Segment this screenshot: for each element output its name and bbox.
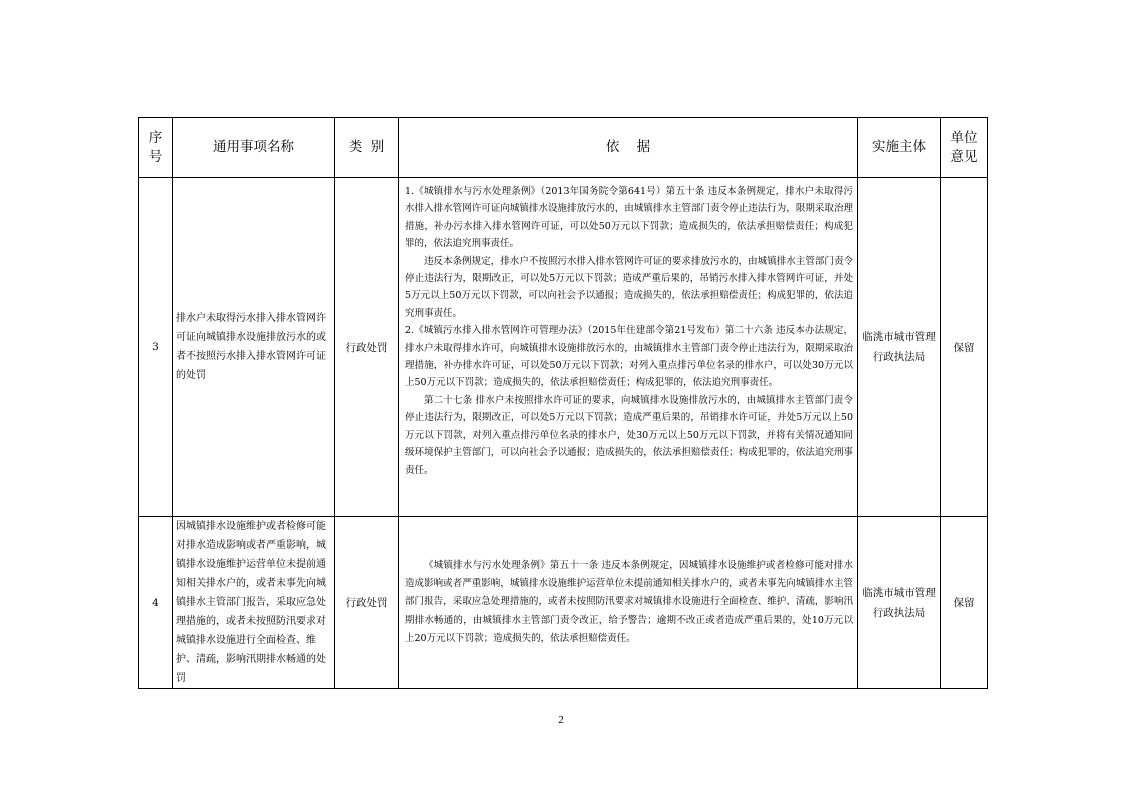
- legal-basis: [399, 178, 858, 517]
- implementing-body: 临洮市城市管理行政执法局: [858, 178, 941, 517]
- basis-paragraph: 1.《城镇排水与污水处理条例》（2013年国务院令第641号）第五十条 违反本条例规定，排水户未取得污水排入排水管网许可证向城镇排水设施排放污水的，由城镇排水主管部门责令停止违法行为，限期采取治理措施，补办污水排入排水管网许可证，可以处50万元以下罚款；造成损失的，依法承担赔偿责任；构成犯罪的，依法追究刑事责任。: [405, 186, 853, 250]
- item-name: 排水户未取得污水排入排水管网许可证向城镇排水设施排放污水的或者不按照污水排入排水管网许可证的处罚: [173, 178, 335, 517]
- basis-paragraph: 2.《城镇污水排入排水管网许可管理办法》（2015年住建部令第21号发布）第二十六条 违反本办法规定，排水户未取得排水许可，向城镇排水设施排放污水的，由城镇排水主管部门责令停止违法行为，限期采取治理措施，补办排水许可证，可以处50万元以下罚款；对列入重点排污单位名录的排水户，可以处30万元以上50万元以下罚款；造成损失的，依法承担赔偿责任；构成犯罪的，依法追究刑事责任。: [405, 325, 853, 389]
- table-row: [139, 517, 988, 689]
- header-category: 类 别: [335, 118, 399, 178]
- unit-opinion: 保留: [941, 178, 988, 517]
- header-no: 序 号: [139, 118, 173, 178]
- header-opinion: 单位 意见: [941, 118, 988, 178]
- table-row: [139, 178, 988, 517]
- basis-paragraph: 《城镇排水与污水处理条例》第五十一条 违反本条例规定，因城镇排水设施维护或者检修可能对排水造成影响或者严重影响，城镇排水设施维护运营单位未提前通知相关排水户的，或者未事先向城镇排水主管部门报告，采取应急处理措施的，或者未按照防汛要求对城镇排水设施进行全面检查、维护、清疏，影响汛期排水畅通的，由城镇排水主管部门责令改正，给予警告；逾期不改正或者造成严重后果的，处10万元以上20万元以下罚款；造成损失的，依法承担赔偿责任。: [405, 559, 853, 644]
- table-header-row: [139, 118, 988, 178]
- unit-opinion: 保留: [941, 517, 988, 689]
- page-number: 2: [558, 714, 564, 726]
- header-basis: 依 据: [399, 118, 858, 178]
- regulation-table: [138, 117, 988, 689]
- row-number: 3: [139, 178, 173, 517]
- basis-paragraph: 第二十七条 排水户未按照排水许可证的要求，向城镇排水设施排放污水的，由城镇排水主管部门责令停止违法行为，限期改正，可以处5万元以下罚款；造成严重后果的，吊销排水许可证，并处5万元以上50万元以下罚款，对列入重点排污单位名录的排水户，处30万元以上50万元以下罚款，并将有关情况通知同级环境保护主管部门，可以向社会予以通报；造成损失的，依法承担赔偿责任；构成犯罪的，依法追究刑事责任。: [405, 394, 853, 476]
- basis-paragraph: 违反本条例规定，排水户不按照污水排入排水管网许可证的要求排放污水的，由城镇排水主管部门责令停止违法行为，限期改正，可以处5万元以下罚款；造成严重后果的，吊销污水排入排水管网许可证，并处5万元以上50万元以下罚款，可以向社会予以通报；造成损失的，依法承担赔偿责任；构成犯罪的，依法追究刑事责任。: [405, 255, 853, 319]
- item-name: 因城镇排水设施维护或者检修可能对排水造成影响或者严重影响，城镇排水设施维护运营单位未提前通知相关排水户的，或者未事先向城镇排水主管部门报告，采取应急处理措施的，或者未按照防汛要求对城镇排水设施进行全面检查、维护、清疏，影响汛期排水畅通的处罚: [173, 517, 335, 689]
- item-category: 行政处罚: [335, 517, 399, 689]
- item-category: 行政处罚: [335, 178, 399, 517]
- header-name: 通用事项名称: [173, 118, 335, 178]
- header-body: 实施主体: [858, 118, 941, 178]
- row-number: 4: [139, 517, 173, 689]
- legal-basis: [399, 517, 858, 689]
- implementing-body: 临洮市城市管理行政执法局: [858, 517, 941, 689]
